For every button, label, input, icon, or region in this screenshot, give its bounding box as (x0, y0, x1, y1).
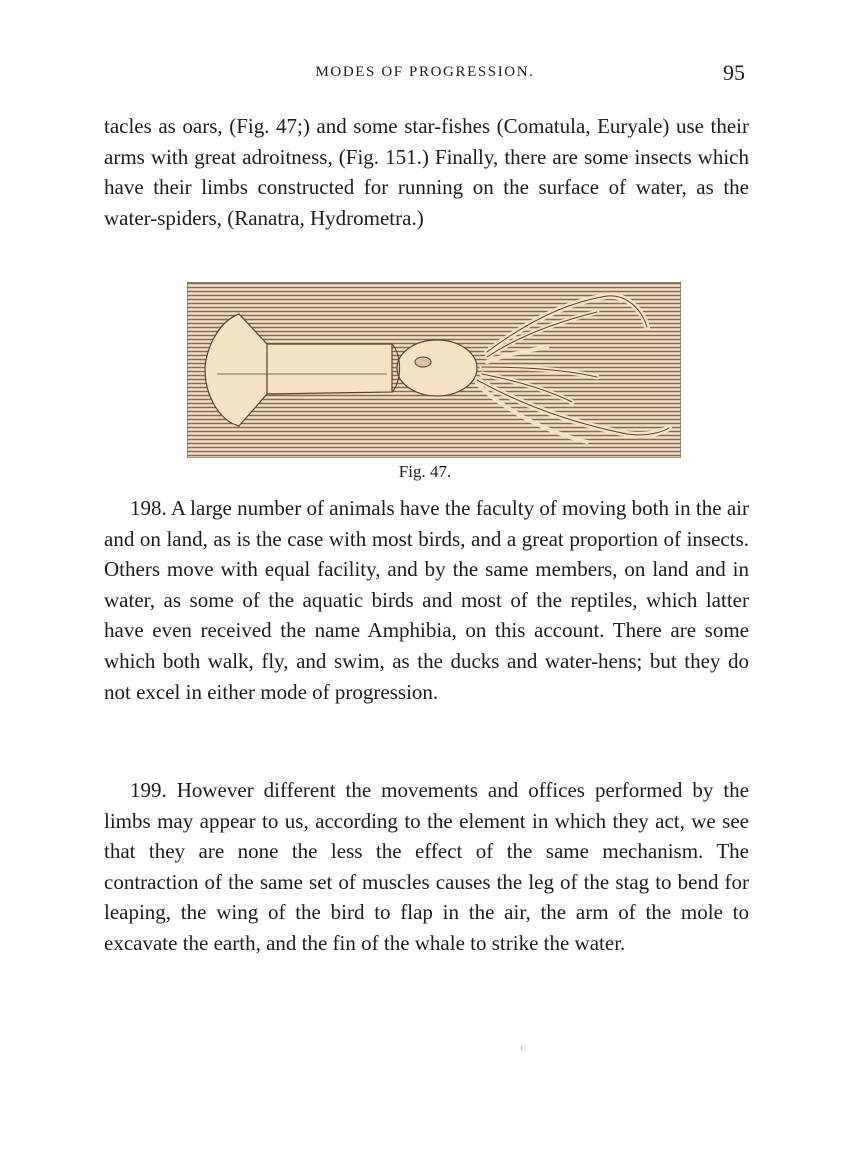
paragraph-198 (104, 493, 749, 707)
paragraph-text: 199. However different the movements and offices performed by the limbs may appear to us, according to the element in which they act, we see that they are none the less the effect of the same mechanism. The contraction of the same set of muscles causes the leg of the stag to bend for leaping, the wing of the bird to flap in the air, the arm of the mole to excavate the earth, and the fin of the whale to strike the water. (104, 778, 749, 955)
page-number: 95 (723, 60, 745, 85)
squid-head (397, 340, 477, 396)
figure-squid (187, 282, 681, 458)
paragraph-text: tacles as oars, (Fig. 47;) and some star-fishes (Comatula, Euryale) use their arms with great adroitness, (Fig. 151.) Finally, there are some insects which have their limbs constructed for running on the surface of water, as the water-spiders, (Ranatra, Hydrometra.) (104, 114, 749, 230)
squid-engraving-illustration (187, 282, 681, 458)
paragraph-text: 198. A large number of animals have the faculty of moving both in the air and on land, as is the case with most birds, and a great proportion of insects. Others move with equal facility, and by the same members, on land and in water, as some of the aquatic birds and most of the reptiles, which latter have even received the name Amphibia, on this account. There are some which both walk, fly, and swim, as the ducks and water-hens; but they do not excel in either mode of progression. (104, 496, 749, 704)
squid-mantle (251, 344, 392, 394)
running-title: MODES OF PROGRESSION. (315, 64, 535, 80)
running-head (0, 60, 850, 90)
paragraph-continuation (104, 111, 749, 233)
paragraph-199 (104, 775, 749, 959)
squid-eye (415, 357, 431, 367)
figure-caption: Fig. 47. (398, 462, 452, 481)
print-mark (521, 1046, 522, 1050)
